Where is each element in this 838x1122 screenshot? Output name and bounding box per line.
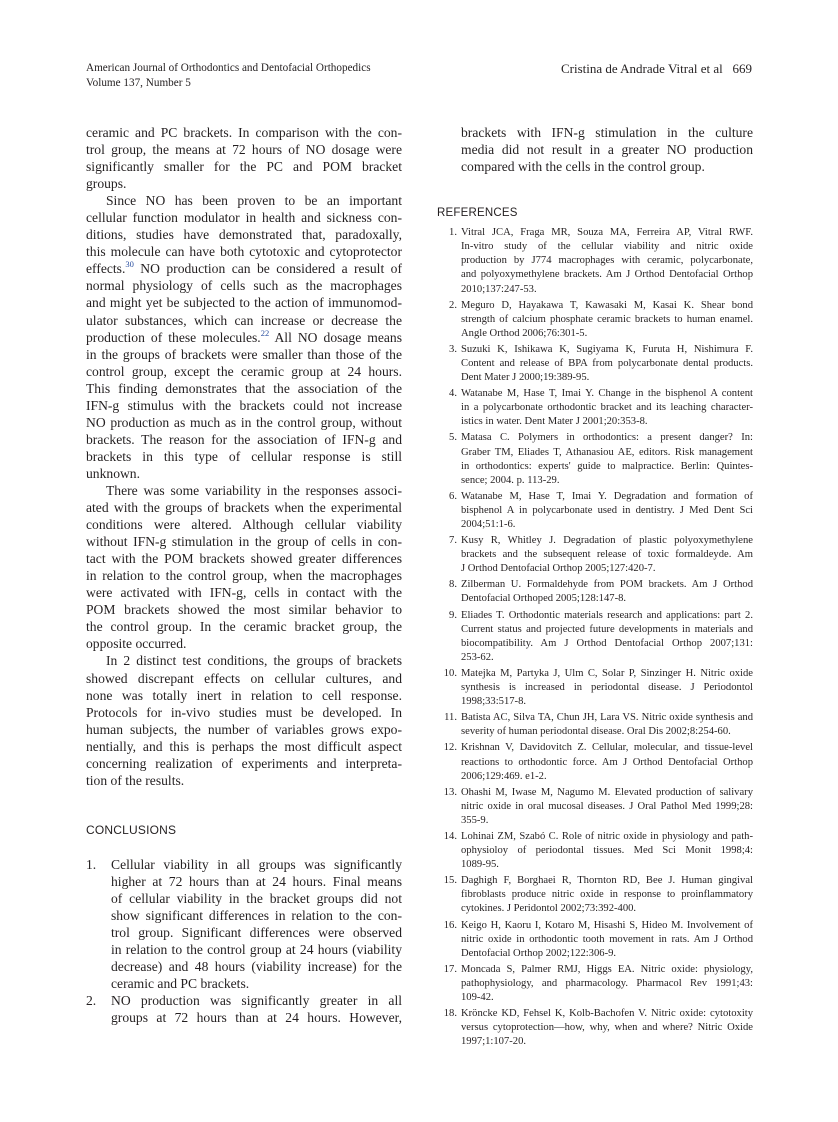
reference-number: 5. <box>449 432 457 444</box>
reference-item <box>437 387 753 429</box>
text-line: nentially, and this is perhaps the most difficult aspect <box>86 738 402 754</box>
text-line: Protocols for in-vivo studies must be developed. In <box>86 704 402 720</box>
reference-line: 2006;129:469. e1-2. <box>461 770 547 782</box>
reference-line: Suzuki K, Ishikawa K, Sugiyama K, Furuta H, Nishimura F. <box>461 343 753 355</box>
text-line: significantly smaller for the PC and POM bracket <box>86 159 402 175</box>
reference-line: Matasa C. Polymers in orthodontics: a present danger? In: <box>461 432 753 444</box>
reference-item <box>437 343 753 385</box>
reference-item <box>437 711 753 739</box>
reference-item <box>437 786 753 828</box>
text-line: and might yet be subjected to the action of immunomod- <box>86 295 402 311</box>
reference-line: brackets and the subsequent release of toxic formaldeyde. Am <box>461 549 753 561</box>
text-line: were activated with IFN-g, cells in contact with the <box>86 585 402 601</box>
reference-line: nitric oxide in oral mucosal diseases. J Oral Pathol Med 1999;28: <box>461 800 753 812</box>
list-number: 2. <box>86 993 97 1009</box>
reference-line: In-vitro study of the cellular viability and nitric oxide <box>461 241 753 253</box>
conclusion-item-2-continued <box>437 124 753 175</box>
reference-line: Dentofacial Orthoped 2005;128:147-8. <box>461 593 627 605</box>
text-line: human subjects, the number of variables grows expo- <box>86 721 402 737</box>
text-line: of cellular viability in the bracket groups did not <box>111 890 402 906</box>
reference-line: biocompatibility. Am J Orthod Dentofacial Orthop 2007;131: <box>461 637 753 649</box>
text-line: brackets in this type of cellular response is still <box>86 448 402 464</box>
reference-line: 1997;1:107-20. <box>461 1036 527 1048</box>
reference-line: production by J774 macrophages with ceramic, polycarbonate, <box>461 255 753 267</box>
reference-line: Content and release of BPA from polycarbonate dental products. <box>461 357 753 369</box>
text-line-with-citation: effects.$^{30}$ NO production can be considered a result of <box>86 259 402 277</box>
reference-line: Watanabe M, Hase T, Imai Y. Degradation and formation of <box>461 490 753 502</box>
text-line: groups at 72 hours than at 24 hours. However, <box>111 1010 402 1026</box>
reference-line: Dentofacial Orthop 2002;122:306-9. <box>461 947 617 959</box>
reference-line: 1998;33:517-8. <box>461 696 527 708</box>
reference-number: 14. <box>443 830 457 842</box>
reference-line: Ohashi M, Iwase M, Nagumo M. Elevated production of salivary <box>461 786 753 798</box>
reference-line: Angle Orthod 2006;76:301-5. <box>461 327 588 339</box>
citation-link-22[interactable]: 22 <box>260 327 270 338</box>
reference-line: sence; 2004. p. 113-29. <box>461 474 560 486</box>
reference-number: 1. <box>449 227 457 239</box>
reference-line: Kusy R, Whitley J. Degradation of plastic polyoxymethylene <box>461 535 753 547</box>
text-line: ditions, studies have demonstrated that, paradoxally, <box>86 227 402 243</box>
reference-line: Watanabe M, Hase T, Imai Y. Change in the bisphenol A content <box>461 388 753 400</box>
text-line: unknown. <box>86 465 140 481</box>
right-column <box>437 124 753 1051</box>
reference-line: versus cytoprotection—how, why, when and where? Nitric Oxide <box>461 1022 753 1034</box>
reference-number: 16. <box>443 919 457 931</box>
text-line: In 2 distinct test conditions, the groups of brackets <box>106 653 402 669</box>
left-column <box>86 124 402 1026</box>
text-line: higher at 72 hours than at 24 hours. Final means <box>111 873 402 889</box>
reference-line: Matejka M, Partyka J, Ulm C, Solar P, Sinzinger H. Nitric oxide <box>461 667 753 679</box>
reference-item <box>437 919 753 961</box>
text-line: cellular function modulator in health and sickness con- <box>86 210 402 226</box>
reference-line: Kröncke KD, Fehsel K, Kolb-Bachofen V. Nitric oxide: cytotoxity <box>461 1008 753 1020</box>
running-header-right <box>561 61 752 76</box>
paragraph-1 <box>86 124 402 192</box>
reference-line: Meguro D, Hayakawa T, Kawasaki M, Kasai K. Shear bond <box>461 299 753 311</box>
text-line: in relation to the control group, when the macrophages <box>86 568 402 584</box>
reference-line: istics in water. Dent Mater J 2001;20:353-8. <box>461 416 648 428</box>
reference-line: Daghigh F, Borghaei R, Thornton RD, Bee J. Human gingival <box>461 875 753 887</box>
reference-number: 4. <box>449 388 457 400</box>
reference-line: 2010;137:247-53. <box>461 283 537 295</box>
reference-line: Current status and projected future developments in materials and <box>461 623 753 635</box>
paragraph-2 <box>86 192 402 482</box>
reference-number: 12. <box>443 742 457 754</box>
reference-line: cytokines. J Peridontol 2002;73:392-400. <box>461 903 637 915</box>
reference-item <box>437 609 753 665</box>
text-line: brackets. The reason for the association of IFN-g and <box>86 431 402 447</box>
reference-line: Graber TM, Eliades T, Athanasiou AE, editors. Risk management <box>461 446 753 458</box>
text-line: conditions were altered. Although cellular viability <box>86 517 402 533</box>
text-line: the control group. In the ceramic bracket group, the <box>86 619 402 635</box>
list-number: 1. <box>86 856 97 872</box>
reference-number: 8. <box>449 579 457 591</box>
reference-line: J Orthod Dentofacial Orthop 2005;127:420-7. <box>461 563 656 575</box>
reference-line: reactions to orthodontic force. Am J Orthod Dentofacial Orthop <box>461 756 753 768</box>
text-line: IFN-g stimulus with the brackets could not increase <box>86 397 402 413</box>
reference-line: nitric oxide in orthodontic tooth movement in rats. Am J Orthod <box>461 933 753 945</box>
reference-line: bisphenol A in polycarbonate used in dentistry. J Med Dent Sci <box>461 504 753 516</box>
reference-item <box>437 534 753 576</box>
reference-line: Eliades T. Orthodontic materials research and applications: part 2. <box>461 609 753 621</box>
text-line: in relation to the control group at 24 hours (viability <box>111 942 402 958</box>
text-line: ceramic and PC brackets. In comparison with the con- <box>86 125 402 140</box>
text-line: decrease) and 48 hours (viability increase) for the <box>111 959 402 975</box>
references-list <box>437 226 753 1049</box>
text-line: tact with the POM brackets showed greater differences <box>86 551 402 567</box>
text-line: normal physiology of cells such as the macrophages <box>86 278 402 294</box>
text-line: ceramic and PC brackets. <box>111 976 250 992</box>
text-line: media did not result in a greater NO production <box>461 142 753 158</box>
text-line: trol group, the means at 72 hours of NO dosage were <box>86 142 402 158</box>
author-line: Cristina de Andrade Vitral et al <box>560 61 723 76</box>
text-line: There was some variability in the responses associ- <box>106 482 402 498</box>
reference-line: Zilberman U. Formaldehyde from POM brackets. Am J Orthod <box>461 579 753 591</box>
reference-number: 3. <box>449 343 457 355</box>
text-line: NO production as much as in the control group, without <box>86 414 402 430</box>
page-number: 669 <box>732 61 752 76</box>
text-line: This finding demonstrates that the association of the <box>86 380 402 396</box>
text-line: POM brackets showed the most similar behavior to <box>86 602 402 618</box>
reference-line: Lohinai ZM, Szabó C. Role of nitric oxide in physiology and path- <box>461 830 753 842</box>
reference-number: 11. <box>444 712 457 724</box>
text-line: compared with the cells in the control group. <box>461 159 705 175</box>
reference-line: strength of calcium phosphate ceramic brackets to human enamel. <box>461 313 753 325</box>
journal-volume: Volume 137, Number 5 <box>86 77 191 89</box>
reference-line: in orthodontics: experts' guide to malpractice. Berlin: Quintes- <box>461 460 753 472</box>
references-heading: REFERENCES <box>437 207 518 220</box>
text-line: ulator substances, which can increase or decrease the <box>86 312 402 328</box>
reference-line: ophysioloy of periodontal tissues. Med Sci Monit 1998;4: <box>461 845 753 857</box>
text-line: in the groups of brackets were smaller than those of the <box>86 346 402 362</box>
reference-item <box>437 874 753 916</box>
reference-line: Krishnan V, Davidovitch Z. Cellular, molecular, and tissue-level <box>461 742 753 754</box>
reference-number: 9. <box>449 609 457 621</box>
text-line-with-citation: production of these molecules.$^{22}$ All NO dosage means <box>86 327 403 345</box>
reference-line: Batista AC, Silva TA, Chun JH, Lara VS. Nitric oxide synthesis and <box>461 712 753 724</box>
text-line: opposite occurred. <box>86 636 187 652</box>
paragraph-4 <box>86 652 402 788</box>
reference-line: severity of human periodontal disease. Oral Dis 2002;8:254-60. <box>461 726 731 738</box>
reference-line: in a polycarbonate orthodontic bracket and its leaching character- <box>461 402 753 414</box>
reference-item <box>437 963 753 1005</box>
conclusion-item-1 <box>86 856 402 992</box>
reference-item <box>437 667 753 709</box>
text-line: concerning realization of experiments and interpreta- <box>86 755 402 771</box>
text-line: none was totally inert in relation to cell response. <box>86 687 402 703</box>
reference-item <box>437 830 753 872</box>
reference-number: 7. <box>449 535 457 547</box>
reference-item <box>437 578 753 606</box>
running-header-left <box>86 61 371 91</box>
journal-title: American Journal of Orthodontics and Dentofacial Orthopedics <box>86 62 371 74</box>
reference-number: 6. <box>449 490 457 502</box>
reference-number: 10. <box>443 667 457 679</box>
reference-line: Moncada S, Palmer RMJ, Higgs EA. Nitric oxide: physiology, <box>461 963 753 975</box>
text-line: show significant differences in relation to the con- <box>111 908 402 924</box>
text-line: control group, except the ceramic group at 24 hours. <box>86 363 402 379</box>
reference-item <box>437 490 753 532</box>
text-line: NO production was significantly greater in all <box>111 993 402 1009</box>
reference-number: 13. <box>443 786 457 798</box>
reference-number: 2. <box>449 299 457 311</box>
reference-line: fibroblasts produce nitric oxide in response to proinflammatory <box>461 889 753 901</box>
reference-line: 2004;51:1-6. <box>461 519 516 531</box>
reference-line: 1089-95. <box>461 859 499 871</box>
text-line: without IFN-g stimulation in the group of cells in con- <box>86 534 402 550</box>
reference-line: 253-62. <box>461 651 494 663</box>
text-line: tion of the results. <box>86 772 185 788</box>
reference-number: 15. <box>443 875 457 887</box>
paragraph-3 <box>86 482 402 652</box>
reference-number: 18. <box>443 1008 457 1020</box>
reference-item <box>437 1007 753 1049</box>
reference-line: 355-9. <box>461 814 489 826</box>
reference-line: Dent Mater J 2000;19:389-95. <box>461 372 590 384</box>
citation-link-30[interactable]: 30 <box>125 259 134 270</box>
text-line: Since NO has been proven to be an important <box>106 193 402 209</box>
text-line: showed discrepant effects on cellular cultures, and <box>86 670 402 686</box>
reference-item <box>437 431 753 487</box>
reference-item <box>437 299 753 341</box>
text-line: trol group. Significant differences were observed <box>111 925 402 941</box>
conclusions-list <box>86 856 402 1026</box>
reference-item <box>437 741 753 783</box>
reference-line: Vitral JCA, Fraga MR, Souza MA, Ferreira AP, Vitral RWF. <box>461 227 753 239</box>
reference-line: 109-42. <box>461 992 494 1004</box>
reference-line: synthesis is increased in periodontal disease. J Periodontol <box>461 682 753 694</box>
conclusion-item-2 <box>86 992 402 1026</box>
text-line: groups. <box>86 176 127 192</box>
text-line: brackets with IFN-g stimulation in the culture <box>461 125 753 140</box>
reference-item <box>437 226 753 296</box>
reference-line: and polyoxymethylene brackets. Am J Orthod Dentofacial Orthop <box>461 269 753 281</box>
reference-number: 17. <box>443 963 457 975</box>
text-line: Cellular viability in all groups was significantly <box>111 856 402 872</box>
conclusions-heading: CONCLUSIONS <box>86 822 177 837</box>
text-line: this molecule can have both cytotoxic and cytoprotector <box>86 244 402 260</box>
text-line: ated with the groups of brackets when the experimental <box>86 500 402 516</box>
reference-line: Keigo H, Kaoru I, Kotaro M, Hisashi S, Hideo M. Involvement of <box>461 919 753 931</box>
reference-line: pathophysiology, and pharmacology. Pharmacol Rev 1991;43: <box>461 977 753 989</box>
